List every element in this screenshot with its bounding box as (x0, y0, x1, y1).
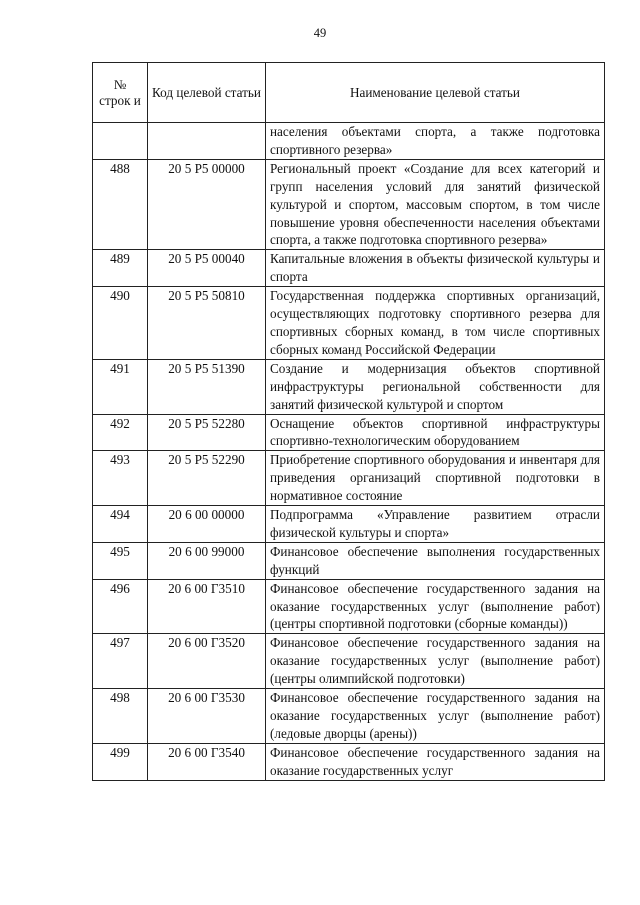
table-row (93, 123, 605, 160)
target-code-cell: 20 5 Р5 52280 (148, 414, 266, 451)
target-code-cell: 20 6 00 Г3540 (148, 743, 266, 780)
target-name-cell: Финансовое обеспечение государственного задания на оказание государственных услуг (выполнение работ) (ледовые дворцы (арены)) (266, 689, 605, 744)
target-code-cell: 20 6 00 00000 (148, 506, 266, 543)
target-name-cell: Приобретение спортивного оборудования и инвентаря для приведения организаций спортивной подготовки в нормативное состояние (266, 451, 605, 506)
target-name-cell: Финансовое обеспечение выполнения государственных функций (266, 542, 605, 579)
target-name-cell: Оснащение объектов спортивной инфраструктуры спортивно-технологическим оборудованием (266, 414, 605, 451)
row-number-cell: 493 (93, 451, 148, 506)
row-number-cell: 497 (93, 634, 148, 689)
row-number-cell: 488 (93, 159, 148, 250)
target-name-cell: Подпрограмма «Управление развитием отрасли физической культуры и спорта» (266, 506, 605, 543)
table-row (93, 506, 605, 543)
target-code-cell: 20 5 Р5 51390 (148, 359, 266, 414)
row-number-cell: 495 (93, 542, 148, 579)
table-body (93, 123, 605, 781)
table-row (93, 414, 605, 451)
table-row (93, 250, 605, 287)
page-number: 49 (313, 26, 327, 40)
target-code-cell: 20 5 Р5 00040 (148, 250, 266, 287)
table-row (93, 542, 605, 579)
target-name-cell: Финансовое обеспечение государственного задания на оказание государственных услуг (266, 743, 605, 780)
table-row (93, 451, 605, 506)
table-row (93, 689, 605, 744)
target-code-cell: 20 6 00 99000 (148, 542, 266, 579)
row-number-cell (93, 123, 148, 160)
row-number-cell: 496 (93, 579, 148, 634)
target-code-cell: 20 6 00 Г3530 (148, 689, 266, 744)
table-row (93, 634, 605, 689)
target-name-cell: Региональный проект «Создание для всех категорий и групп населения условий для занятий физической культурой и спортом, массовым спортом, в том числе повышение уровня обеспеченности населения объектами спорта, а также подготовка спортивного резерва» (266, 159, 605, 250)
target-name-cell: Создание и модернизация объектов спортивной инфраструктуры региональной собственности для занятий физической культурой и спортом (266, 359, 605, 414)
budget-classification-table (92, 62, 605, 781)
row-number-cell: 499 (93, 743, 148, 780)
row-number-cell: 492 (93, 414, 148, 451)
table-row (93, 579, 605, 634)
table-header-row (93, 63, 605, 123)
table-row (93, 359, 605, 414)
target-name-cell: Государственная поддержка спортивных организаций, осуществляющих подготовку спортивного резерва для спортивных сборных команд, в том числе спортивных сборных команд Российской Федерации (266, 287, 605, 360)
row-number-cell: 494 (93, 506, 148, 543)
row-number-cell: 498 (93, 689, 148, 744)
header-row-number: № строк и (93, 63, 148, 123)
target-code-cell (148, 123, 266, 160)
target-code-cell: 20 6 00 Г3510 (148, 579, 266, 634)
table-row (93, 159, 605, 250)
target-name-cell: населения объектами спорта, а также подготовка спортивного резерва» (266, 123, 605, 160)
row-number-cell: 491 (93, 359, 148, 414)
target-code-cell: 20 5 Р5 52290 (148, 451, 266, 506)
header-target-code: Код целевой статьи (148, 63, 266, 123)
target-code-cell: 20 5 Р5 00000 (148, 159, 266, 250)
table-row (93, 287, 605, 360)
target-name-cell: Финансовое обеспечение государственного задания на оказание государственных услуг (выполнение работ) (центры олимпийской подготовки) (266, 634, 605, 689)
header-target-name: Наименование целевой статьи (266, 63, 605, 123)
row-number-cell: 489 (93, 250, 148, 287)
target-code-cell: 20 6 00 Г3520 (148, 634, 266, 689)
target-name-cell: Финансовое обеспечение государственного задания на оказание государственных услуг (выполнение работ) (центры спортивной подготовки (сборные команды)) (266, 579, 605, 634)
row-number-cell: 490 (93, 287, 148, 360)
target-name-cell: Капитальные вложения в объекты физической культуры и спорта (266, 250, 605, 287)
table-row (93, 743, 605, 780)
target-code-cell: 20 5 Р5 50810 (148, 287, 266, 360)
